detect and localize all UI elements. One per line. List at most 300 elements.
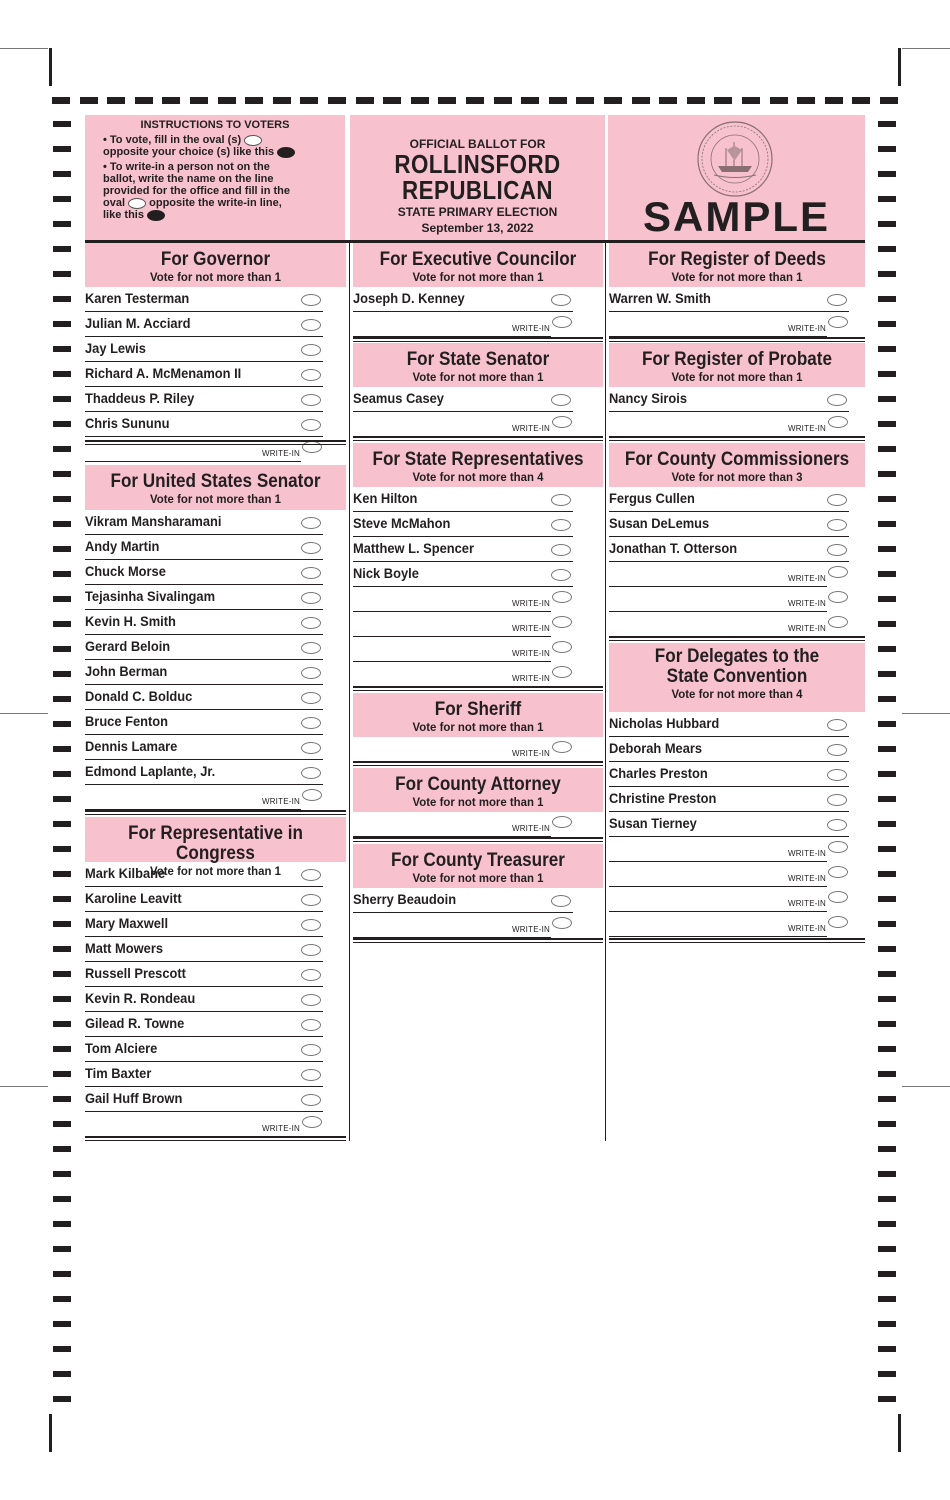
write-in-oval[interactable] xyxy=(828,316,848,328)
write-in-row[interactable] xyxy=(85,1112,301,1137)
race-divider xyxy=(85,1136,346,1141)
candidate-name: Susan DeLemus xyxy=(609,515,710,531)
trim-line-top-left xyxy=(0,48,48,49)
race-divider xyxy=(609,337,865,342)
candidate-name: Matt Mowers xyxy=(85,940,164,956)
candidate-name: Bruce Fenton xyxy=(85,713,169,729)
write-in-oval[interactable] xyxy=(552,741,572,753)
race-vote-instruction: Vote for not more than 1 xyxy=(150,270,281,284)
timing-tick-right xyxy=(878,1021,896,1027)
race-header-county_commissioners xyxy=(609,443,865,487)
write-in-oval[interactable] xyxy=(552,316,572,328)
race-vote-instruction: Vote for not more than 1 xyxy=(412,270,544,284)
timing-tick-left xyxy=(53,371,71,377)
write-in-oval[interactable] xyxy=(828,866,848,878)
write-in-row[interactable] xyxy=(609,887,827,912)
race-title: For Register of Deeds xyxy=(648,249,826,270)
timing-dash xyxy=(604,97,622,104)
timing-tick-right xyxy=(878,721,896,727)
vote-oval[interactable] xyxy=(301,692,321,704)
write-in-label: WRITE-IN xyxy=(787,574,826,583)
timing-tick-left xyxy=(53,346,71,352)
crop-mark-bottom-left xyxy=(49,1414,52,1452)
write-in-row[interactable] xyxy=(609,912,827,937)
timing-tick-left xyxy=(53,171,71,177)
vote-oval[interactable] xyxy=(301,419,321,431)
candidate-name: Tom Alciere xyxy=(85,1040,158,1056)
candidate-name: John Berman xyxy=(85,663,168,679)
candidate-row xyxy=(85,287,323,312)
vote-oval[interactable] xyxy=(301,994,321,1006)
timing-tick-left xyxy=(53,596,71,602)
write-in-label: WRITE-IN xyxy=(511,424,550,433)
race-title: For United States Senator xyxy=(110,471,321,492)
timing-tick-left xyxy=(53,521,71,527)
vote-oval[interactable] xyxy=(301,1044,321,1056)
vote-oval[interactable] xyxy=(301,944,321,956)
timing-tick-right xyxy=(878,971,896,977)
write-in-row[interactable] xyxy=(609,312,827,337)
timing-tick-right xyxy=(878,346,896,352)
timing-dash xyxy=(549,97,567,104)
write-in-oval[interactable] xyxy=(552,917,572,929)
race-title: State Convention xyxy=(666,666,808,687)
timing-dash xyxy=(273,97,291,104)
timing-dash xyxy=(383,97,401,104)
timing-dash-row xyxy=(52,97,898,104)
race-divider xyxy=(353,686,603,691)
timing-dash xyxy=(356,97,374,104)
timing-tick-left xyxy=(53,1296,71,1302)
write-in-row[interactable] xyxy=(353,737,551,762)
timing-dash xyxy=(438,97,456,104)
race-header-sheriff xyxy=(353,693,603,737)
timing-dash xyxy=(411,97,429,104)
timing-tick-right xyxy=(878,196,896,202)
timing-tick-right xyxy=(878,121,896,127)
vote-oval[interactable] xyxy=(551,544,571,556)
timing-tick-right xyxy=(878,771,896,777)
timing-tick-left xyxy=(53,846,71,852)
candidate-row xyxy=(609,537,849,562)
candidate-row xyxy=(85,660,323,685)
race-title: For Representative in Congress xyxy=(128,823,303,864)
vote-oval[interactable] xyxy=(301,294,321,306)
timing-tick-right xyxy=(878,296,896,302)
candidate-row xyxy=(85,610,323,635)
vote-oval[interactable] xyxy=(301,767,321,779)
write-in-oval[interactable] xyxy=(552,591,572,603)
write-in-label: WRITE-IN xyxy=(511,624,550,633)
town-name: ROLLINSFORD xyxy=(394,149,561,179)
race-title: For State Senator xyxy=(406,349,550,370)
timing-tick-left xyxy=(53,1346,71,1352)
race-header-exec_council xyxy=(353,243,603,287)
write-in-oval[interactable] xyxy=(828,891,848,903)
candidate-name: Sherry Beaudoin xyxy=(353,891,457,907)
timing-dash xyxy=(797,97,815,104)
timing-tick-left xyxy=(53,696,71,702)
timing-tick-left xyxy=(53,446,71,452)
timing-tick-right xyxy=(878,921,896,927)
write-in-label: WRITE-IN xyxy=(261,797,300,806)
candidate-name: Kevin H. Smith xyxy=(85,613,176,629)
candidate-row xyxy=(353,287,573,312)
candidate-row xyxy=(609,737,849,762)
race-vote-instruction: Vote for not more than 1 xyxy=(412,720,544,734)
race-header-state_senator xyxy=(353,343,603,387)
candidate-name: Ken Hilton xyxy=(353,490,418,506)
candidate-name: Gilead R. Towne xyxy=(85,1015,185,1031)
timing-dash xyxy=(687,97,705,104)
vote-oval[interactable] xyxy=(301,567,321,579)
vote-oval[interactable] xyxy=(301,642,321,654)
timing-tick-left xyxy=(53,146,71,152)
timing-tick-right xyxy=(878,546,896,552)
timing-tick-right xyxy=(878,1196,896,1202)
race-divider xyxy=(353,837,603,842)
crop-mark-top-right xyxy=(898,48,901,86)
timing-tick-left xyxy=(53,771,71,777)
timing-tick-right xyxy=(878,471,896,477)
write-in-label: WRITE-IN xyxy=(511,649,550,658)
race-divider xyxy=(353,938,603,943)
timing-tick-right xyxy=(878,1321,896,1327)
race-title: For State Representatives xyxy=(372,449,584,470)
timing-tick-right xyxy=(878,696,896,702)
race-divider xyxy=(353,337,603,342)
race-header-senator xyxy=(85,465,346,510)
timing-dash xyxy=(135,97,153,104)
timing-tick-right xyxy=(878,421,896,427)
timing-tick-left xyxy=(53,1196,71,1202)
write-in-row[interactable] xyxy=(353,312,551,337)
candidate-row xyxy=(609,512,849,537)
timing-tick-left xyxy=(53,421,71,427)
vote-oval[interactable] xyxy=(827,719,847,731)
vote-oval[interactable] xyxy=(301,1094,321,1106)
write-in-row[interactable] xyxy=(609,562,827,587)
candidate-row xyxy=(353,562,573,587)
write-in-oval[interactable] xyxy=(302,789,322,801)
timing-tick-left xyxy=(53,646,71,652)
instructions-title: INSTRUCTIONS TO VOTERS xyxy=(140,119,290,131)
timing-tick-left xyxy=(53,571,71,577)
candidate-row xyxy=(85,510,323,535)
candidate-row xyxy=(85,887,323,912)
timing-tick-left xyxy=(53,496,71,502)
timing-dash xyxy=(80,97,98,104)
write-in-row[interactable] xyxy=(609,837,827,862)
race-divider xyxy=(609,636,865,641)
timing-tick-left xyxy=(53,1096,71,1102)
vote-oval[interactable] xyxy=(301,969,321,981)
timing-dash xyxy=(576,97,594,104)
race-header-county_attorney xyxy=(353,768,603,812)
crop-mark-bottom-right xyxy=(898,1414,901,1452)
candidate-name: Nick Boyle xyxy=(353,565,419,581)
state-seal-icon xyxy=(696,120,774,198)
candidate-name: Nicholas Hubbard xyxy=(609,715,720,731)
race-title: For County Commissioners xyxy=(624,449,850,470)
empty-oval-icon xyxy=(128,198,146,209)
vote-oval[interactable] xyxy=(551,294,571,306)
trim-line-mid-left xyxy=(0,713,48,714)
write-in-row[interactable] xyxy=(353,587,551,612)
timing-tick-left xyxy=(53,671,71,677)
race-title: For Executive Councilor xyxy=(379,249,577,270)
candidate-name: Steve McMahon xyxy=(353,515,451,531)
vote-oval[interactable] xyxy=(827,494,847,506)
write-in-oval[interactable] xyxy=(828,566,848,578)
candidate-name: Dennis Lamare xyxy=(85,738,178,754)
race-vote-instruction: Vote for not more than 1 xyxy=(671,370,803,384)
candidate-row xyxy=(609,287,849,312)
timing-tick-left xyxy=(53,246,71,252)
race-header-governor xyxy=(85,243,346,287)
candidate-row xyxy=(85,685,323,710)
race-title: For County Attorney xyxy=(395,774,561,795)
candidate-name: Jay Lewis xyxy=(85,340,146,356)
vote-oval[interactable] xyxy=(827,294,847,306)
write-in-oval[interactable] xyxy=(552,641,572,653)
timing-tick-right xyxy=(878,1296,896,1302)
timing-dash xyxy=(52,97,70,104)
timing-dash xyxy=(162,97,180,104)
candidate-row xyxy=(609,812,849,837)
election-date: September 13, 2022 xyxy=(421,221,534,235)
write-in-row[interactable] xyxy=(85,785,301,810)
candidate-row xyxy=(85,635,323,660)
write-in-row[interactable] xyxy=(609,862,827,887)
filled-oval-icon xyxy=(147,210,165,221)
write-in-label: WRITE-IN xyxy=(511,324,550,333)
vote-oval[interactable] xyxy=(301,592,321,604)
timing-tick-right xyxy=(878,146,896,152)
timing-tick-right xyxy=(878,596,896,602)
race-vote-instruction: Vote for not more than 1 xyxy=(150,492,281,506)
race-vote-instruction: Vote for not more than 4 xyxy=(671,687,803,701)
candidate-row xyxy=(85,362,323,387)
write-in-label: WRITE-IN xyxy=(261,449,300,458)
race-header-register_probate xyxy=(609,343,865,387)
timing-tick-right xyxy=(878,846,896,852)
race-vote-instruction: Vote for not more than 4 xyxy=(412,470,544,484)
write-in-label: WRITE-IN xyxy=(787,599,826,608)
timing-dash xyxy=(328,97,346,104)
write-in-oval[interactable] xyxy=(828,416,848,428)
write-in-oval[interactable] xyxy=(828,616,848,628)
vote-oval[interactable] xyxy=(827,819,847,831)
write-in-label: WRITE-IN xyxy=(511,674,550,683)
vote-oval[interactable] xyxy=(301,394,321,406)
vote-oval[interactable] xyxy=(301,369,321,381)
instr-line: • To vote, fill in the oval (s) xyxy=(103,134,242,146)
timing-tick-left xyxy=(53,1146,71,1152)
candidate-name: Christine Preston xyxy=(609,790,717,806)
timing-tick-right xyxy=(878,796,896,802)
write-in-row[interactable] xyxy=(609,412,827,437)
instr-line: like this xyxy=(103,209,144,221)
timing-tick-right xyxy=(878,1246,896,1252)
timing-tick-right xyxy=(878,1371,896,1377)
write-in-oval[interactable] xyxy=(552,616,572,628)
timing-tick-left xyxy=(53,1396,71,1402)
candidate-row xyxy=(609,762,849,787)
timing-tick-left xyxy=(53,1121,71,1127)
vote-oval[interactable] xyxy=(827,794,847,806)
write-in-label: WRITE-IN xyxy=(511,925,550,934)
candidate-row xyxy=(85,760,323,785)
vote-oval[interactable] xyxy=(827,744,847,756)
write-in-oval[interactable] xyxy=(302,1116,322,1128)
candidate-row xyxy=(85,585,323,610)
instr-line: opposite your choice (s) like this xyxy=(103,146,275,158)
timing-dash xyxy=(107,97,125,104)
trim-line-lower-right xyxy=(902,1086,950,1087)
timing-tick-right xyxy=(878,171,896,177)
candidate-name: Vikram Mansharamani xyxy=(85,513,222,529)
timing-tick-left xyxy=(53,1246,71,1252)
timing-tick-left xyxy=(53,1021,71,1027)
timing-dash xyxy=(852,97,870,104)
timing-tick-right xyxy=(878,1221,896,1227)
write-in-row[interactable] xyxy=(353,412,551,437)
race-divider xyxy=(353,436,603,441)
candidate-name: Thaddeus P. Riley xyxy=(85,390,195,406)
timing-tick-right xyxy=(878,646,896,652)
trim-line-mid-right xyxy=(902,713,950,714)
race-title: For Delegates to the xyxy=(654,646,820,667)
write-in-label: WRITE-IN xyxy=(787,424,826,433)
timing-dash xyxy=(521,97,539,104)
timing-dash xyxy=(742,97,760,104)
vote-oval[interactable] xyxy=(301,1019,321,1031)
instr-line: opposite the write-in line, xyxy=(149,197,282,209)
vote-oval[interactable] xyxy=(301,717,321,729)
write-in-oval[interactable] xyxy=(552,816,572,828)
write-in-oval[interactable] xyxy=(552,666,572,678)
candidate-name: Tim Baxter xyxy=(85,1065,152,1081)
write-in-oval[interactable] xyxy=(828,841,848,853)
timing-dash xyxy=(245,97,263,104)
vote-oval[interactable] xyxy=(551,519,571,531)
vote-oval[interactable] xyxy=(551,895,571,907)
timing-tick-right xyxy=(878,446,896,452)
timing-tick-left xyxy=(53,971,71,977)
timing-tick-right xyxy=(878,396,896,402)
write-in-label: WRITE-IN xyxy=(787,324,826,333)
timing-tick-right xyxy=(878,1071,896,1077)
write-in-label: WRITE-IN xyxy=(787,624,826,633)
candidate-row xyxy=(353,387,573,412)
candidate-name: Gail Huff Brown xyxy=(85,1090,183,1106)
write-in-oval[interactable] xyxy=(828,916,848,928)
race-vote-instruction: Vote for not more than 1 xyxy=(150,864,281,878)
race-vote-instruction: Vote for not more than 3 xyxy=(671,470,803,484)
vote-oval[interactable] xyxy=(551,394,571,406)
race-divider xyxy=(85,810,346,815)
write-in-row[interactable] xyxy=(609,587,827,612)
timing-tick-right xyxy=(878,621,896,627)
candidate-name: Kevin R. Rondeau xyxy=(85,990,196,1006)
vote-oval[interactable] xyxy=(551,569,571,581)
vote-oval[interactable] xyxy=(301,742,321,754)
timing-tick-right xyxy=(878,1096,896,1102)
vote-oval[interactable] xyxy=(301,542,321,554)
candidate-row xyxy=(85,937,323,962)
timing-tick-left xyxy=(53,221,71,227)
timing-dash xyxy=(300,97,318,104)
vote-oval[interactable] xyxy=(301,894,321,906)
timing-tick-left xyxy=(53,1271,71,1277)
write-in-oval[interactable] xyxy=(828,591,848,603)
timing-tick-left xyxy=(53,996,71,1002)
write-in-oval[interactable] xyxy=(552,416,572,428)
timing-tick-right xyxy=(878,1271,896,1277)
timing-tick-right xyxy=(878,746,896,752)
candidate-name: Charles Preston xyxy=(609,765,708,781)
candidate-name: Tejasinha Sivalingam xyxy=(85,588,216,604)
race-title: For Register of Probate xyxy=(641,349,833,370)
vote-oval[interactable] xyxy=(827,769,847,781)
vote-oval[interactable] xyxy=(827,519,847,531)
write-in-row[interactable] xyxy=(609,612,827,637)
candidate-row xyxy=(85,312,323,337)
candidate-row xyxy=(85,735,323,760)
vote-oval[interactable] xyxy=(301,344,321,356)
candidate-name: Julian M. Acciard xyxy=(85,315,191,331)
candidate-row xyxy=(85,710,323,735)
write-in-row[interactable] xyxy=(353,812,551,837)
timing-tick-left xyxy=(53,321,71,327)
candidate-name: Gerard Beloin xyxy=(85,638,171,654)
timing-tick-right xyxy=(878,996,896,1002)
vote-oval[interactable] xyxy=(301,319,321,331)
race-vote-instruction: Vote for not more than 1 xyxy=(412,795,544,809)
timing-tick-left xyxy=(53,546,71,552)
candidate-row xyxy=(85,337,323,362)
timing-tick-left xyxy=(53,871,71,877)
write-in-row[interactable] xyxy=(353,662,551,687)
vote-oval[interactable] xyxy=(301,869,321,881)
vote-oval[interactable] xyxy=(301,919,321,931)
crop-mark-top-left xyxy=(49,48,52,86)
vote-oval[interactable] xyxy=(301,517,321,529)
candidate-row xyxy=(85,560,323,585)
candidate-name: Susan Tierney xyxy=(609,815,697,831)
vote-oval[interactable] xyxy=(301,617,321,629)
candidate-row xyxy=(85,962,323,987)
timing-dash xyxy=(218,97,236,104)
timing-tick-right xyxy=(878,496,896,502)
vote-oval[interactable] xyxy=(301,1069,321,1081)
timing-dash xyxy=(659,97,677,104)
write-in-row[interactable] xyxy=(353,612,551,637)
timing-tick-left xyxy=(53,621,71,627)
vote-oval[interactable] xyxy=(551,494,571,506)
write-in-row[interactable] xyxy=(353,637,551,662)
timing-tick-right xyxy=(878,896,896,902)
seal-box xyxy=(608,115,865,241)
vote-oval[interactable] xyxy=(827,544,847,556)
candidate-name: Donald C. Bolduc xyxy=(85,688,193,704)
write-in-row[interactable] xyxy=(353,913,551,938)
vote-oval[interactable] xyxy=(301,667,321,679)
vote-oval[interactable] xyxy=(827,394,847,406)
timing-tick-left xyxy=(53,746,71,752)
timing-dash xyxy=(632,97,650,104)
